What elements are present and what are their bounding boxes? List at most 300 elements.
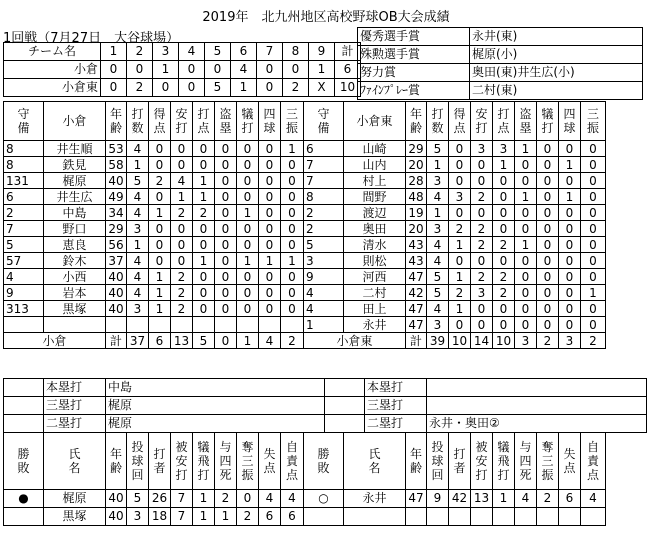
total-score: 6 xyxy=(335,61,361,79)
extra-hit-row xyxy=(4,379,647,397)
age-header-char: 齢 xyxy=(109,461,122,475)
r-header-char: 失 xyxy=(263,447,276,461)
batter-stat xyxy=(259,317,281,333)
batter-stat: 0 xyxy=(581,141,606,157)
sb-header-char: 盗 xyxy=(219,107,232,121)
batter-stat: 3 xyxy=(127,221,149,237)
extra-hit-row xyxy=(4,415,647,433)
batter-stat: 0 xyxy=(149,141,171,157)
batter-stat: 1 xyxy=(449,237,471,253)
pitcher-stat xyxy=(581,508,606,526)
batter-pos: 313 xyxy=(4,301,44,317)
totals-stat: 10 xyxy=(449,333,471,349)
totals-stat: 5 xyxy=(193,333,215,349)
batter-age: 29 xyxy=(406,141,427,157)
so-header-char: 三 xyxy=(241,454,254,468)
batter-stat: 0 xyxy=(281,157,304,173)
score-header: 計 xyxy=(335,43,361,61)
totals-stat: 2 xyxy=(537,333,559,349)
age-header xyxy=(106,102,127,141)
batter-stat: 0 xyxy=(537,141,559,157)
sh-header xyxy=(193,433,215,490)
pos-header-char: 守 xyxy=(17,107,30,121)
table-row xyxy=(4,285,606,301)
award-row xyxy=(358,82,643,100)
batter-stat: 1 xyxy=(281,141,304,157)
h-header-char: 安 xyxy=(175,107,188,121)
table-row xyxy=(4,157,606,173)
batter-name: 鉄見 xyxy=(44,157,106,173)
table-row xyxy=(4,269,606,285)
batter-stat: 1 xyxy=(193,189,215,205)
batter-age: 19 xyxy=(406,205,427,221)
pitcher-stat: 2 xyxy=(215,490,237,508)
batter-stat: 4 xyxy=(127,269,149,285)
pitcher-stat: 1 xyxy=(193,490,215,508)
score-header: 4 xyxy=(179,43,205,61)
h-header-char: 打 xyxy=(175,468,188,482)
batter-stat: 0 xyxy=(493,301,515,317)
batter-stat: 1 xyxy=(193,253,215,269)
batter-pos: 7 xyxy=(304,173,344,189)
batter-stat: 0 xyxy=(515,317,537,333)
batter-stat: 0 xyxy=(237,141,259,157)
batter-stat: 0 xyxy=(215,285,237,301)
batter-stat: 0 xyxy=(515,301,537,317)
batter-name: 山内 xyxy=(344,157,406,173)
batter-stat: 1 xyxy=(149,301,171,317)
batter-pos: 4 xyxy=(304,301,344,317)
pitcher-result: ○ xyxy=(304,490,344,508)
result-header xyxy=(304,433,344,490)
inning-score: 0 xyxy=(283,61,309,79)
batter-stat: 0 xyxy=(581,237,606,253)
er-header xyxy=(281,433,304,490)
h-header-char: 打 xyxy=(175,121,188,135)
batter-stat xyxy=(215,317,237,333)
r-header-char: 点 xyxy=(563,461,576,475)
batter-pos: 7 xyxy=(304,157,344,173)
award-row xyxy=(358,46,643,64)
totals-team: 小倉 xyxy=(4,333,106,349)
inning-score: 0 xyxy=(127,61,153,79)
bb-header xyxy=(559,102,581,141)
table-row xyxy=(4,508,606,526)
batter-stat: 0 xyxy=(237,269,259,285)
batter-stat: 1 xyxy=(149,269,171,285)
table-row xyxy=(4,317,606,333)
pitcher-stat xyxy=(537,508,559,526)
table-row xyxy=(4,205,606,221)
batter-stat: 5 xyxy=(427,141,449,157)
batter-pos: 5 xyxy=(4,237,44,253)
batter-stat: 2 xyxy=(193,205,215,221)
h-header-char: 安 xyxy=(175,454,188,468)
h-header xyxy=(171,433,193,490)
h-header-char: 被 xyxy=(175,440,188,454)
award-row xyxy=(358,64,643,82)
pitcher-result xyxy=(4,508,44,526)
batter-stat: 5 xyxy=(427,285,449,301)
pitching-header-row xyxy=(4,433,606,490)
batter-stat: 0 xyxy=(493,205,515,221)
inning-score: 0 xyxy=(205,61,231,79)
totals-stat: 0 xyxy=(215,333,237,349)
bb-header xyxy=(215,433,237,490)
inning-score: 2 xyxy=(127,79,153,97)
batter-stat: 0 xyxy=(537,301,559,317)
totals-team: 小倉東 xyxy=(304,333,406,349)
sb-header-char: 塁 xyxy=(519,121,532,135)
award-row xyxy=(358,28,643,46)
bb-header xyxy=(515,433,537,490)
pitcher-stat xyxy=(515,508,537,526)
batter-stat: 0 xyxy=(581,205,606,221)
pitcher-stat: 1 xyxy=(493,490,515,508)
batter-stat: 0 xyxy=(259,269,281,285)
sh-header-char: 飛 xyxy=(197,454,210,468)
batter-stat: 0 xyxy=(193,301,215,317)
sb-header-char: 塁 xyxy=(219,121,232,135)
totals-label: 計 xyxy=(106,333,127,349)
batter-stat: 0 xyxy=(215,253,237,269)
r-header-char: 点 xyxy=(263,461,276,475)
ip-header-char: 回 xyxy=(131,468,144,482)
batter-pos: 6 xyxy=(4,189,44,205)
h-header-char: 安 xyxy=(475,107,488,121)
batter-name: 渡辺 xyxy=(344,205,406,221)
pitcher-age: 47 xyxy=(406,490,427,508)
r-header-char: 点 xyxy=(153,121,166,135)
inning-score: 0 xyxy=(257,61,283,79)
age-header-char: 齢 xyxy=(409,121,422,135)
ip-header-char: 投 xyxy=(431,440,444,454)
er-header-char: 自 xyxy=(285,440,298,454)
h-header-char: 打 xyxy=(475,121,488,135)
batter-stat: 0 xyxy=(537,189,559,205)
batter-stat: 0 xyxy=(559,317,581,333)
pitcher-name: 黒塚 xyxy=(44,508,106,526)
bb-header-char: 死 xyxy=(519,468,532,482)
pitcher-result: ● xyxy=(4,490,44,508)
batter-stat: 0 xyxy=(471,301,493,317)
batter-age: 34 xyxy=(106,205,127,221)
pitcher-name xyxy=(344,508,406,526)
batter-stat: 0 xyxy=(493,189,515,205)
inning-score: 0 xyxy=(153,79,179,97)
batter-stat: 0 xyxy=(515,205,537,221)
batter-name: 間野 xyxy=(344,189,406,205)
batter-stat: 1 xyxy=(581,285,606,301)
batter-stat: 0 xyxy=(237,189,259,205)
table-row xyxy=(4,490,606,508)
batter-stat: 0 xyxy=(515,285,537,301)
batter-stat: 0 xyxy=(515,173,537,189)
page-title: 2019年 北九州地区高校野球OB大会成績 xyxy=(202,10,450,25)
hit-type-label: 三塁打 xyxy=(365,397,427,415)
batter-name: 永井 xyxy=(344,317,406,333)
batter-stat xyxy=(127,317,149,333)
h-header-char: 被 xyxy=(475,440,488,454)
pitcher-stat: 2 xyxy=(237,508,259,526)
batter-stat: 2 xyxy=(171,205,193,221)
batter-stat: 0 xyxy=(581,189,606,205)
age-header-char: 齢 xyxy=(409,461,422,475)
bb-header-char: 四 xyxy=(219,454,232,468)
pitcher-stat: 3 xyxy=(127,508,149,526)
pitcher-stat: 4 xyxy=(515,490,537,508)
batter-stat: 0 xyxy=(471,253,493,269)
so-header-char: 奪 xyxy=(241,440,254,454)
h-header xyxy=(471,102,493,141)
batter-stat: 1 xyxy=(193,173,215,189)
pitcher-result xyxy=(304,508,344,526)
batter-stat: 1 xyxy=(449,301,471,317)
batter-stat: 0 xyxy=(471,205,493,221)
inning-score: 1 xyxy=(309,61,335,79)
batter-stat: 0 xyxy=(193,157,215,173)
batter-stat: 0 xyxy=(171,141,193,157)
score-header-row xyxy=(4,43,361,61)
batter-age: 40 xyxy=(106,285,127,301)
score-header: チーム名 xyxy=(4,43,101,61)
inning-score: 0 xyxy=(179,79,205,97)
batter-stat: 0 xyxy=(537,317,559,333)
batter-name: 梶原 xyxy=(44,173,106,189)
batter-stat: 0 xyxy=(537,253,559,269)
batter-name: 山崎 xyxy=(344,141,406,157)
rbi-header-char: 点 xyxy=(197,121,210,135)
batter-stat: 0 xyxy=(215,157,237,173)
age-header xyxy=(406,433,427,490)
score-header: 1 xyxy=(101,43,127,61)
pos-header-char: 備 xyxy=(317,121,330,135)
batter-pos: 5 xyxy=(304,237,344,253)
batter-stat xyxy=(193,317,215,333)
batter-pos: 9 xyxy=(4,285,44,301)
hit-type-label: 本塁打 xyxy=(44,379,106,397)
batter-stat: 0 xyxy=(537,285,559,301)
award-label: 努力賞 xyxy=(358,64,470,82)
batter-stat: 0 xyxy=(259,141,281,157)
batter-name: 野口 xyxy=(44,221,106,237)
hit-players-home: 梶原 xyxy=(106,415,325,433)
batter-pos: 2 xyxy=(304,221,344,237)
so-header-char: 振 xyxy=(285,121,298,135)
batter-age: 40 xyxy=(106,269,127,285)
batter-stat: 0 xyxy=(559,205,581,221)
er-header-char: 点 xyxy=(285,468,298,482)
hit-type-label: 三塁打 xyxy=(44,397,106,415)
sb-header xyxy=(515,102,537,141)
batter-stat: 3 xyxy=(427,221,449,237)
batter-stat xyxy=(237,317,259,333)
batter-stat: 0 xyxy=(237,237,259,253)
age-header xyxy=(106,433,127,490)
batter-stat: 2 xyxy=(493,237,515,253)
batter-stat: 0 xyxy=(259,301,281,317)
inning-score: 0 xyxy=(257,79,283,97)
batter-pos: 3 xyxy=(304,253,344,269)
pitcher-stat: 18 xyxy=(149,508,171,526)
batter-stat: 1 xyxy=(515,237,537,253)
table-row xyxy=(4,301,606,317)
so-header xyxy=(537,433,559,490)
batter-stat: 0 xyxy=(449,205,471,221)
batter-age: 29 xyxy=(106,221,127,237)
ab-header xyxy=(127,102,149,141)
ip-header-char: 投 xyxy=(131,440,144,454)
batter-stat: 0 xyxy=(515,253,537,269)
totals-stat: 4 xyxy=(259,333,281,349)
bb-header-char: 死 xyxy=(219,468,232,482)
r-header xyxy=(559,433,581,490)
batter-age: 42 xyxy=(406,285,427,301)
hit-type-label: 二塁打 xyxy=(365,415,427,433)
batter-age: 37 xyxy=(106,253,127,269)
batter-stat: 0 xyxy=(581,317,606,333)
hit-players-away: 永井・奥田② xyxy=(427,415,647,433)
batter-stat: 2 xyxy=(493,285,515,301)
team-header: 小倉東 xyxy=(344,102,406,141)
bb-header-char: 四 xyxy=(563,107,576,121)
spacer-cell xyxy=(4,379,44,397)
batter-stat: 0 xyxy=(581,301,606,317)
batter-stat: 4 xyxy=(427,301,449,317)
batter-stat: 0 xyxy=(215,141,237,157)
batter-stat: 0 xyxy=(215,269,237,285)
pitcher-stat: 13 xyxy=(471,490,493,508)
ip-header xyxy=(127,433,149,490)
batter-name: 村上 xyxy=(344,173,406,189)
so-header-char: 三 xyxy=(586,107,599,121)
batter-stat: 0 xyxy=(537,157,559,173)
batter-age: 48 xyxy=(406,189,427,205)
batter-stat: 1 xyxy=(515,141,537,157)
sac-header-char: 打 xyxy=(241,121,254,135)
batter-name: 則松 xyxy=(344,253,406,269)
spacer-cell xyxy=(325,397,365,415)
batter-stat xyxy=(171,317,193,333)
totals-stat: 2 xyxy=(581,333,606,349)
bb-header-char: 与 xyxy=(519,440,532,454)
batter-stat: 2 xyxy=(149,173,171,189)
so-header-char: 振 xyxy=(241,468,254,482)
hit-type-label: 二塁打 xyxy=(44,415,106,433)
batter-stat: 4 xyxy=(127,253,149,269)
batter-stat: 1 xyxy=(127,157,149,173)
batter-stat: 2 xyxy=(493,269,515,285)
batter-pos: 57 xyxy=(4,253,44,269)
extra-hit-row xyxy=(4,397,647,415)
sb-header-char: 盗 xyxy=(519,107,532,121)
batter-pos: 6 xyxy=(304,141,344,157)
sac-header-char: 犠 xyxy=(541,107,554,121)
totals-stat: 39 xyxy=(427,333,449,349)
batter-pos: 7 xyxy=(4,221,44,237)
score-row xyxy=(4,79,361,97)
batter-stat: 0 xyxy=(581,173,606,189)
batter-stat: 2 xyxy=(171,269,193,285)
batter-stat: 3 xyxy=(427,317,449,333)
bb-header-char: 球 xyxy=(563,121,576,135)
so-header xyxy=(237,433,259,490)
bf-header-char: 者 xyxy=(453,461,466,475)
so-header-char: 振 xyxy=(586,121,599,135)
ab-header-char: 打 xyxy=(431,107,444,121)
pitcher-stat: 1 xyxy=(215,508,237,526)
pos-header-char: 守 xyxy=(317,107,330,121)
sac-header-char: 打 xyxy=(541,121,554,135)
batter-stat: 4 xyxy=(171,173,193,189)
so-header-char: 奪 xyxy=(541,440,554,454)
totals-stat: 6 xyxy=(149,333,171,349)
batter-stat: 0 xyxy=(515,269,537,285)
batter-stat: 0 xyxy=(193,141,215,157)
batter-stat: 2 xyxy=(171,285,193,301)
pitcher-stat xyxy=(559,508,581,526)
table-row xyxy=(4,221,606,237)
batter-stat: 1 xyxy=(449,269,471,285)
inning-score: 1 xyxy=(231,79,257,97)
pitcher-stat: 5 xyxy=(127,490,149,508)
batter-stat: 0 xyxy=(259,205,281,221)
batter-age: 53 xyxy=(106,141,127,157)
sh-header-char: 飛 xyxy=(497,454,510,468)
batter-age: 58 xyxy=(106,157,127,173)
batter-stat: 0 xyxy=(149,221,171,237)
pitcher-stat: 0 xyxy=(237,490,259,508)
ip-header-char: 球 xyxy=(131,454,144,468)
er-header-char: 責 xyxy=(586,454,599,468)
pitcher-stat: 9 xyxy=(427,490,449,508)
so-header xyxy=(581,102,606,141)
batter-stat: 0 xyxy=(171,237,193,253)
award-value: 永井(東) xyxy=(470,28,643,46)
batter-age xyxy=(106,317,127,333)
batter-stat: 4 xyxy=(127,189,149,205)
batting-table xyxy=(3,101,606,349)
batter-stat: 0 xyxy=(215,221,237,237)
score-header: 8 xyxy=(283,43,309,61)
totals-stat: 13 xyxy=(171,333,193,349)
batter-stat: 0 xyxy=(449,173,471,189)
sh-header xyxy=(493,433,515,490)
batter-stat: 0 xyxy=(171,253,193,269)
rbi-header xyxy=(493,102,515,141)
name-header xyxy=(344,433,406,490)
r-header-char: 得 xyxy=(153,107,166,121)
pitcher-stat: 1 xyxy=(193,508,215,526)
batter-name: 小西 xyxy=(44,269,106,285)
rbi-header-char: 点 xyxy=(497,121,510,135)
h-header xyxy=(171,102,193,141)
r-header-char: 点 xyxy=(453,121,466,135)
batter-name: 二村 xyxy=(344,285,406,301)
so-header-char: 振 xyxy=(541,468,554,482)
batter-stat: 0 xyxy=(281,221,304,237)
h-header-char: 安 xyxy=(475,454,488,468)
batter-stat: 0 xyxy=(559,301,581,317)
r-header-char: 得 xyxy=(453,107,466,121)
batter-stat: 0 xyxy=(559,237,581,253)
pitcher-age xyxy=(406,508,427,526)
batter-stat: 4 xyxy=(127,285,149,301)
hit-players-home: 中島 xyxy=(106,379,325,397)
bf-header xyxy=(149,433,171,490)
batter-stat: 1 xyxy=(237,205,259,221)
batter-stat: 0 xyxy=(559,141,581,157)
